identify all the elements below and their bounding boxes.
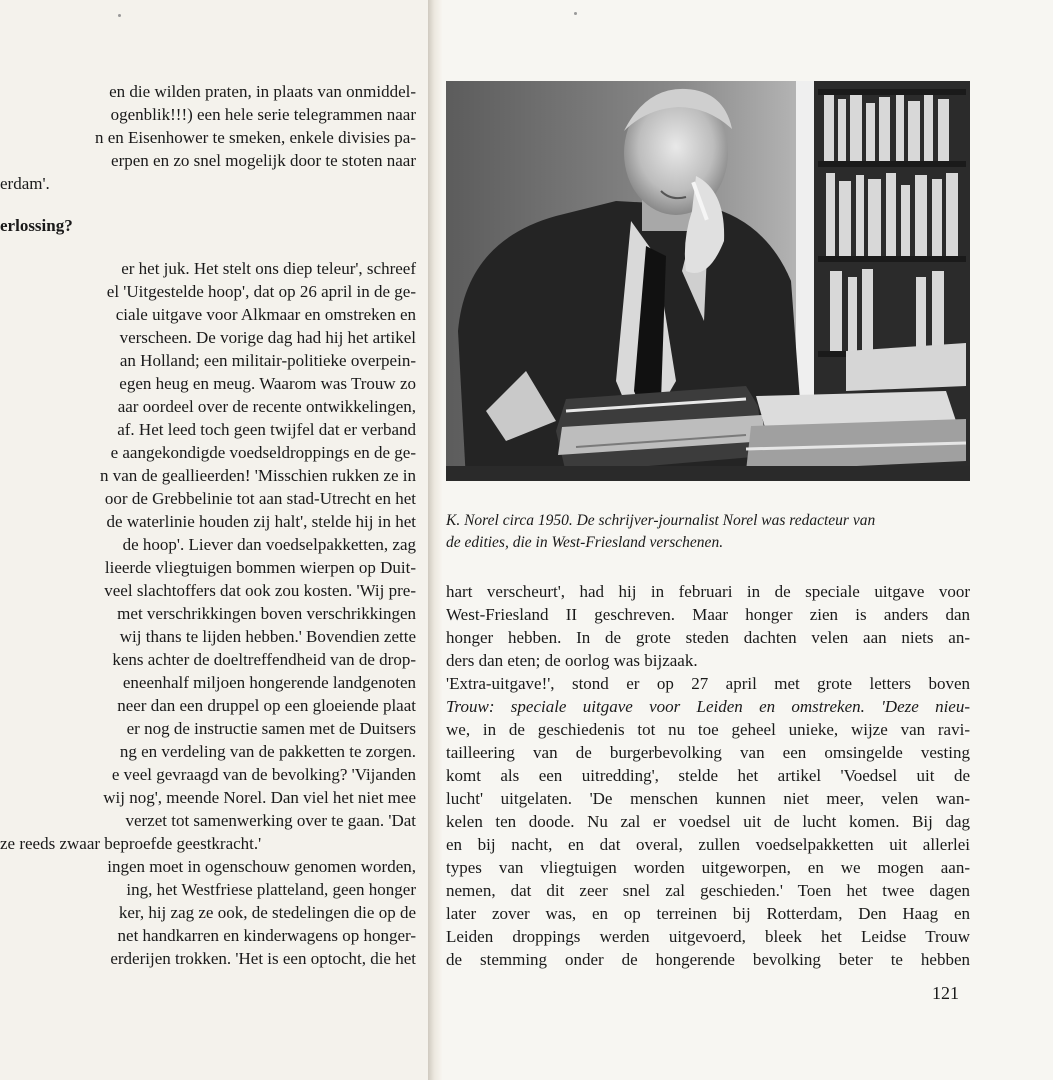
left-body-line: ingen moet in ogenschouw genomen worden, (107, 857, 416, 876)
left-body-line: verzet tot samenwerking over te gaan. 'Dat (125, 811, 416, 830)
print-speck (118, 14, 121, 17)
left-text-line: erdam'. (0, 174, 50, 193)
right-body-line: Leiden droppings werden uitgevoerd, bleek het Leidse Trouw (446, 927, 970, 946)
left-body-line: e veel gevraagd van de bevolking? 'Vijanden (111, 765, 416, 784)
left-body-line: ing, het Westfriese platteland, geen honger (126, 880, 416, 899)
left-text-line: ogenblik!!!) een hele serie telegrammen naar (110, 105, 416, 124)
right-body-line: komt als een uitredding', stelde het artikel 'Voedsel uit de (446, 766, 970, 785)
left-body-line: ze reeds zwaar beproefde geestkracht.' (0, 834, 262, 853)
right-body-line: later zover was, en op terreinen bij Rotterdam, Den Haag en (446, 904, 970, 923)
left-body-line: met verschrikkingen boven verschrikkingen (117, 604, 416, 623)
right-body-line: de stemming onder de hongerende bevolking beter te hebben (446, 950, 970, 969)
right-page (442, 0, 1053, 1080)
right-body-line: we, in de geschiedenis tot nu toe geheel unieke, wijze van ravi- (446, 720, 970, 739)
left-body-line: kens achter de doeltreffendheid van de drop- (112, 650, 416, 669)
left-body-line: de waterlinie houden zij halt', stelde hij in het (106, 512, 416, 531)
left-body-line: e aangekondigde voedseldroppings en de ge- (110, 443, 416, 462)
left-body-line: ng en verdeling van de pakketten te zorgen. (119, 742, 416, 761)
book-gutter (428, 0, 442, 1080)
right-body-line: kelen ten doode. Nu zal er voedsel uit de lucht komen. Bij dag (446, 812, 970, 831)
left-text-line: n en Eisenhower te smeken, enkele divisies pa- (94, 128, 416, 147)
photo-caption-line: de edities, die in West-Friesland verschenen. (446, 534, 724, 551)
left-body-line: verscheen. De vorige dag had hij het artikel (119, 328, 416, 347)
left-body-line: veel slachtoffers dat ook zou kosten. 'Wij pre- (104, 581, 416, 600)
right-body-line: 'Extra-uitgave!', stond er op 27 april met grote letters boven (446, 674, 970, 693)
print-speck (574, 12, 577, 15)
left-body-line: er nog de instructie samen met de Duitsers (126, 719, 416, 738)
left-body-line: lieerde vliegtuigen bommen wierpen op Duit- (104, 558, 416, 577)
left-text-line: en die wilden praten, in plaats van onmiddel- (109, 82, 416, 101)
right-body-line: honger hebben. In de grote steden dachten velen aan niets an- (446, 628, 970, 647)
right-body-line: nemen, dat dit zeer snel zal geschieden.' Toen het twee dagen (446, 881, 970, 900)
left-body-line: neer dan een druppel op een gloeiende plaat (117, 696, 416, 715)
left-body-line: ker, hij zag ze ook, de stedelingen die op de (118, 903, 416, 922)
left-body-line: n van de geallieerden! 'Misschien rukken ze in (99, 466, 416, 485)
right-body-line: West-Friesland II geschreven. Maar honger zien is anders dan (446, 605, 970, 624)
left-body-line: el 'Uitgestelde hoop', dat op 26 april in de ge- (106, 282, 416, 301)
left-text-line: erpen en zo snel mogelijk door te stoten naar (111, 151, 416, 170)
left-body-line: aar oordeel over de recente ontwikkelingen, (117, 397, 416, 416)
right-body-line: Trouw: speciale uitgave voor Leiden en omstreken. 'Deze nieu- (446, 697, 970, 716)
left-body-line: af. Het leed toch geen twijfel dat er verband (117, 420, 416, 439)
right-body-line: hart verscheurt', had hij in februari in de speciale uitgave voor (446, 582, 970, 601)
left-body-line: wij nog', meende Norel. Dan viel het niet mee (103, 788, 416, 807)
photo-caption-line: K. Norel circa 1950. De schrijver-journalist Norel was redacteur van (446, 512, 876, 529)
portrait-photo (446, 81, 970, 481)
page-number: 121 (932, 983, 959, 1003)
right-body-line: en bij nacht, en dat overal, zullen voedselpakketten uit allerlei (446, 835, 970, 854)
left-body-line: an Holland; een militair-politieke overpein- (119, 351, 416, 370)
right-body-line: tailleering van de burgerbevolking van een omsingelde vesting (446, 743, 970, 762)
right-body-line: types van vliegtuigen worden uitgeworpen, en we mogen aan- (446, 858, 970, 877)
left-body-line: de hoop'. Liever dan voedselpakketten, zag (122, 535, 416, 554)
left-body-line: net handkarren en kinderwagens op honger- (117, 926, 416, 945)
left-body-line: er het juk. Het stelt ons diep teleur', schreef (121, 259, 416, 278)
left-body-line: oor de Grebbelinie tot aan stad-Utrecht en het (104, 489, 416, 508)
left-body-line: eneenhalf miljoen hongerende landgenoten (122, 673, 416, 692)
right-body-line: lucht' uitgelaten. 'De menschen kunnen niet meer, velen wan- (446, 789, 970, 808)
left-body-line: ciale uitgave voor Alkmaar en omstreken en (115, 305, 416, 324)
left-page (0, 0, 428, 1080)
right-body-line: ders dan eten; de oorlog was bijzaak. (446, 651, 698, 670)
left-body-line: wij thans te lijden hebben.' Bovendien zette (119, 627, 416, 646)
section-heading: erlossing? (0, 216, 73, 235)
left-body-line: erderijen trokken. 'Het is een optocht, die het (110, 949, 416, 968)
left-body-line: egen heug en meug. Waarom was Trouw zo (119, 374, 416, 393)
